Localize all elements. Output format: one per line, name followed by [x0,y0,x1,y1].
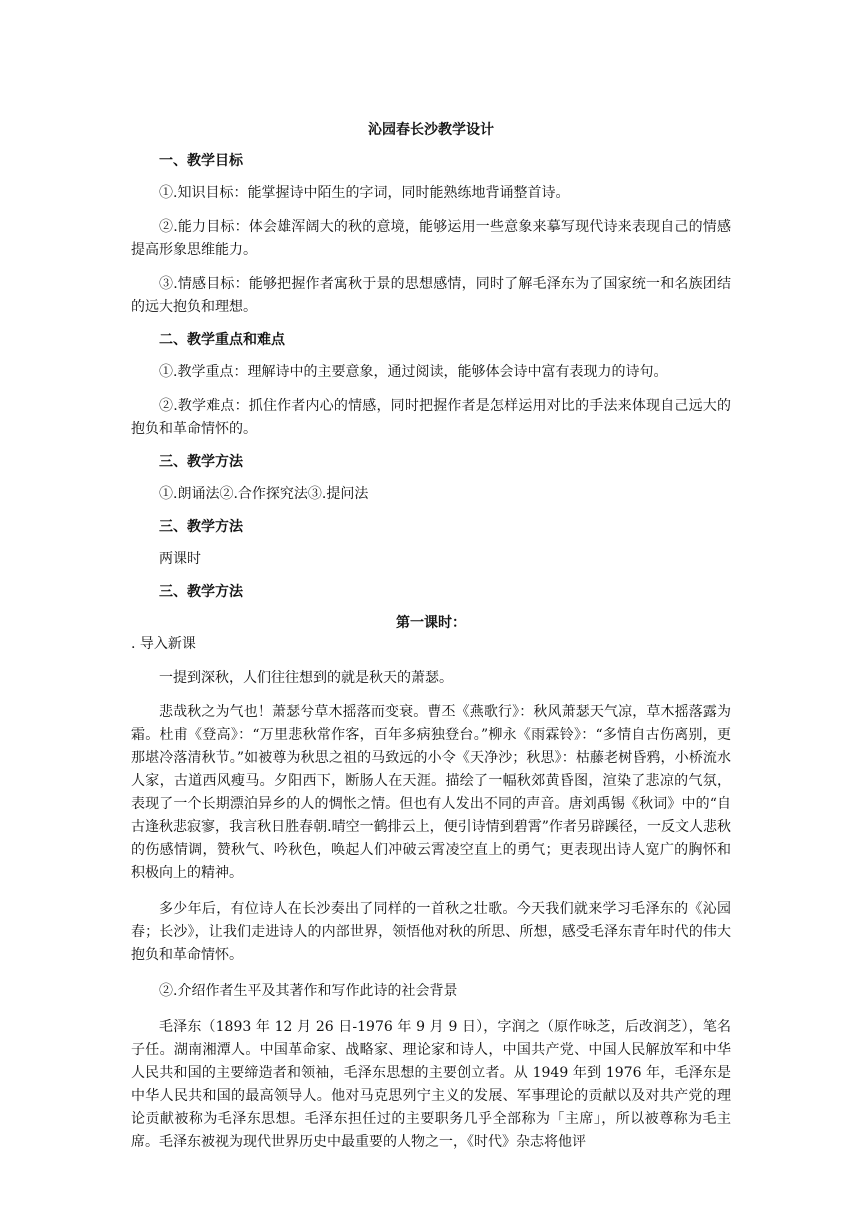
paragraph-autumn-intro: 一提到深秋，人们往往想到的就是秋天的萧瑟。 [159,670,453,686]
goal-emotion: ③.情感目标：能够把握作者寓秋于景的思想感情，同时了解毛泽东为了国家统一和名族团结的远大抱负和理想。 [131,276,731,315]
difficult-point: ②.教学难点：抓住作者内心的情感，同时把握作者是怎样运用对比的手法来体现自己远大的抱负和革命情怀的。 [131,398,731,437]
lesson-one-heading: 第一课时： [396,615,466,631]
section-heading-methods: 三、教学方法 [159,454,243,470]
paragraph-author-bio: 毛泽东（1893 年 12 月 26 日-1976 年 9 月 9 日），字润之（原作咏芝，后改润芝），笔名子任。湖南湘潭人。中国革命家、战略家、理论家和诗人，中国共产党、中国人民解放军和中华人民共和国的主要缔造者和领袖，毛泽东思想的主要创立者。从 1949 年到 1976 年，毛泽东是中华人民共和国的最高领导人。他对马克思列宁主义的发展、军事理论的贡献以及对共产党的理论贡献被称为毛泽东思想。毛泽东担任过的主要职务几乎全部称为「主席」，所以被尊称为毛主席。毛泽东被视为现代世界历史中最重要的人物之一，《时代》杂志将他评 [131,1019,731,1150]
intro-heading: . 导入新课 [131,636,196,652]
methods-list: ①.朗诵法②.合作探究法③.提问法 [159,486,369,502]
document-body [131,120,731,1154]
goal-knowledge: ①.知识目标：能掌握诗中陌生的字词，同时能熟练地背诵整首诗。 [159,185,570,201]
paragraph-autumn-poems: 悲哉秋之为气也！萧瑟兮草木摇落而变衰。曹丕《燕歌行》：秋风萧瑟天气凉，草木摇落露为霜。杜甫《登高》：“万里悲秋常作客，百年多病独登台。”柳永《雨霖铃》：“多情自古伤离别，更那堪冷落清秋节。”如被尊为秋思之祖的马致远的小令《天净沙；秋思》：枯藤老树昏鸦，小桥流水人家，古道西风瘦马。夕阳西下，断肠人在天涯。描绘了一幅秋郊黄昏图，渲染了悲凉的气氛，表现了一个长期漂泊异乡的人的惆怅之情。但也有人发出不同的声音。唐刘禹锡《秋词》中的“自古逢秋悲寂寥，我言秋日胜春朝.晴空一鹤排云上，便引诗情到碧霄”作者另辟蹊径，一反文人悲秋的伤感情调，赞秋气、吟秋色，唤起人们冲破云霄凌空直上的勇气；更表现出诗人宽广的胸怀和积极向上的精神。 [131,704,731,881]
key-point: ①.教学重点：理解诗中的主要意象，通过阅读，能够体会诗中富有表现力的诗句。 [159,364,668,380]
section-heading-goals: 一、教学目标 [159,153,243,169]
goal-ability: ②.能力目标：体会雄浑阔大的秋的意境，能够运用一些意象来摹写现代诗来表现自己的情感提高形象思维能力。 [131,219,731,258]
section-heading-methods-3: 三、教学方法 [159,584,243,600]
document-title: 沁园春长沙教学设计 [368,122,494,138]
author-background-heading: ②.介绍作者生平及其著作和写作此诗的社会背景 [159,983,458,999]
section-heading-key-points: 二、教学重点和难点 [159,332,285,348]
section-heading-methods-2: 三、教学方法 [159,519,243,535]
class-hours: 两课时 [159,551,201,567]
paragraph-lesson-lead: 多少年后，有位诗人在长沙奏出了同样的一首秋之壮歌。今天我们就来学习毛泽东的《沁园春；长沙》，让我们走进诗人的内部世界，领悟他对秋的所思、所想，感受毛泽东青年时代的伟大抱负和革命情怀。 [131,901,731,963]
